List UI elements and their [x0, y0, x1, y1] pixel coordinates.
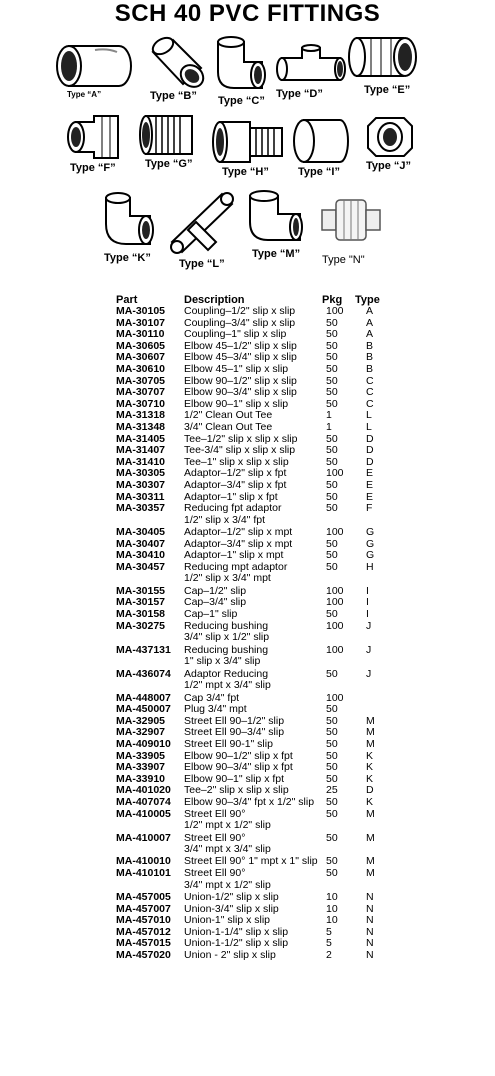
part-number: MA-437131	[116, 643, 171, 656]
description: Elbow 90–3/4" slip x slip	[184, 386, 297, 399]
part-number: MA-410101	[116, 867, 171, 880]
fitting-l-illustration	[164, 186, 242, 258]
fitting-type: M	[366, 855, 375, 868]
fitting-a-illustration	[55, 40, 135, 92]
table-row	[0, 480, 495, 492]
description: Street Ell 90°	[184, 831, 246, 844]
part-number: MA-410007	[116, 831, 171, 844]
type-c-label: Type “C”	[218, 95, 265, 107]
fitting-m-illustration	[246, 188, 306, 246]
type-m-label: Type “M”	[252, 248, 301, 260]
parts-table	[0, 306, 495, 962]
package-qty: 50	[326, 549, 338, 562]
package-qty: 100	[326, 596, 344, 609]
part-number: MA-410005	[116, 807, 171, 820]
package-qty: 100	[326, 584, 344, 597]
part-number: MA-31407	[116, 444, 166, 457]
part-number: MA-30157	[116, 596, 166, 609]
package-qty: 1	[326, 409, 332, 422]
part-number: MA-30107	[116, 316, 166, 329]
part-number: MA-33907	[116, 761, 166, 774]
fitting-type: F	[366, 502, 373, 515]
header-description: Description	[184, 294, 245, 306]
table-row	[0, 739, 495, 751]
fitting-d-illustration	[276, 44, 346, 86]
part-number: MA-457012	[116, 925, 171, 938]
package-qty: 25	[326, 784, 338, 797]
part-number: MA-448007	[116, 691, 171, 704]
package-qty: 50	[326, 328, 338, 341]
description: 1/2" slip x 3/4" fpt	[184, 513, 265, 526]
fitting-type: M	[366, 831, 375, 844]
package-qty: 50	[326, 772, 338, 785]
package-qty: 50	[326, 444, 338, 457]
table-row	[0, 306, 495, 318]
description: Tee–1" slip x slip x slip	[184, 455, 289, 468]
fitting-type: E	[366, 490, 374, 503]
table-row	[0, 892, 495, 904]
part-number: MA-457010	[116, 914, 171, 927]
fitting-b-illustration	[147, 34, 207, 90]
fitting-type: E	[366, 467, 374, 480]
description: Reducing bushing	[184, 643, 269, 656]
table-row	[0, 503, 495, 515]
package-qty: 50	[326, 831, 338, 844]
package-qty: 100	[326, 467, 344, 480]
description: Adaptor–1/2" slip x mpt	[184, 526, 293, 539]
package-qty: 50	[326, 316, 338, 329]
description: 3/4" Clean Out Tee	[184, 420, 273, 433]
fitting-type: K	[366, 761, 374, 774]
type-a-label: Type “A”	[67, 90, 102, 99]
description: Tee–1/2" slip x slip x slip	[184, 432, 298, 445]
description: Coupling–1" slip x slip	[184, 328, 287, 341]
fitting-n-illustration	[318, 192, 384, 248]
package-qty: 50	[326, 737, 338, 750]
fitting-type: B	[366, 351, 374, 364]
description: Adaptor Reducing	[184, 667, 269, 680]
table-row	[0, 445, 495, 457]
fitting-type: J	[366, 667, 372, 680]
fitting-i-illustration	[290, 114, 352, 168]
description: Union-1/2" slip x slip	[184, 891, 279, 904]
fitting-type: G	[366, 549, 375, 562]
fitting-type: M	[366, 867, 375, 880]
description: Elbow 45–3/4" slip x slip	[184, 351, 297, 364]
package-qty: 50	[326, 397, 338, 410]
table-row	[0, 586, 495, 598]
part-number: MA-32905	[116, 714, 166, 727]
part-number: MA-30410	[116, 549, 166, 562]
description: Elbow 90–1" slip x fpt	[184, 772, 285, 785]
description: Elbow 45–1" slip x slip	[184, 362, 289, 375]
description: 1" slip x 3/4" slip	[184, 655, 261, 668]
type-e-label: Type “E”	[364, 84, 411, 96]
fitting-type: A	[366, 316, 374, 329]
description: 1/2" mpt x 1/2" slip	[184, 819, 271, 832]
description: Elbow 90–3/4" fpt x 1/2" slip	[184, 795, 315, 808]
part-number: MA-30110	[116, 328, 165, 341]
fitting-type: I	[366, 608, 369, 621]
table-row	[0, 680, 495, 692]
description: Union-1" slip x slip	[184, 914, 271, 927]
package-qty: 5	[326, 937, 332, 950]
fitting-type: C	[366, 386, 374, 399]
package-qty: 10	[326, 914, 338, 927]
description: Street Ell 90° 1" mpt x 1" slip	[184, 855, 318, 868]
description: Adaptor–1" slip x fpt	[184, 490, 278, 503]
part-number: MA-30275	[116, 619, 166, 632]
description: Reducing fpt adaptor	[184, 502, 282, 515]
table-row	[0, 656, 495, 668]
fitting-type: E	[366, 478, 374, 491]
fitting-type: L	[366, 409, 372, 422]
type-l-label: Type “L”	[179, 258, 225, 270]
fitting-e-illustration	[347, 34, 419, 80]
table-row	[0, 820, 495, 832]
description: Street Ell 90°	[184, 867, 246, 880]
table-row	[0, 597, 495, 609]
table-row	[0, 527, 495, 539]
package-qty: 10	[326, 891, 338, 904]
part-number: MA-30707	[116, 386, 166, 399]
table-row	[0, 868, 495, 880]
package-qty: 50	[326, 478, 338, 491]
part-number: MA-457005	[116, 891, 171, 904]
part-number: MA-30457	[116, 560, 166, 573]
fitting-type: M	[366, 714, 375, 727]
package-qty: 50	[326, 432, 338, 445]
fitting-type: D	[366, 784, 374, 797]
description: Union-1-1/2" slip x slip	[184, 937, 289, 950]
description: Cap–3/4" slip	[184, 596, 247, 609]
fitting-type: M	[366, 726, 375, 739]
package-qty: 50	[326, 867, 338, 880]
package-qty: 100	[326, 619, 344, 632]
part-number: MA-409010	[116, 737, 171, 750]
part-number: MA-410010	[116, 855, 171, 868]
description: Elbow 90–1/2" slip x slip	[184, 374, 297, 387]
fitting-type: N	[366, 925, 374, 938]
part-number: MA-30610	[116, 362, 166, 375]
part-number: MA-407074	[116, 795, 171, 808]
page-title: SCH 40 PVC FITTINGS	[114, 0, 381, 27]
table-row	[0, 950, 495, 962]
package-qty: 50	[326, 855, 338, 868]
package-qty: 1	[326, 420, 332, 433]
fitting-type: K	[366, 795, 374, 808]
part-number: MA-457020	[116, 949, 171, 962]
type-n-label: Type "N"	[322, 254, 365, 266]
part-number: MA-30357	[116, 502, 166, 515]
fitting-type: J	[366, 619, 372, 632]
table-row	[0, 797, 495, 809]
type-h-label: Type “H”	[222, 166, 269, 178]
description: 1/2" mpt x 3/4" slip	[184, 679, 271, 692]
package-qty: 50	[326, 537, 338, 550]
package-qty: 50	[326, 374, 338, 387]
package-qty: 5	[326, 925, 332, 938]
description: Elbow 90–1" slip x slip	[184, 397, 289, 410]
description: Elbow 90–1/2" slip x fpt	[184, 749, 293, 762]
description: Cap–1/2" slip	[184, 584, 247, 597]
header-pkg: Pkg	[322, 294, 343, 306]
package-qty: 50	[326, 362, 338, 375]
fitting-type: I	[366, 596, 369, 609]
description: Union - 2" slip x slip	[184, 949, 276, 962]
fitting-type: D	[366, 455, 374, 468]
package-qty: 50	[326, 386, 338, 399]
package-qty: 50	[326, 608, 338, 621]
description: Coupling–1/2" slip x slip	[184, 305, 296, 317]
package-qty: 10	[326, 902, 338, 915]
fitting-k-illustration	[100, 186, 156, 250]
fitting-type: G	[366, 537, 375, 550]
fitting-type: J	[366, 643, 372, 656]
description: Adaptor–3/4" slip x mpt	[184, 537, 293, 550]
package-qty: 50	[326, 490, 338, 503]
fitting-type: K	[366, 749, 374, 762]
type-f-label: Type “F”	[70, 162, 116, 174]
fitting-type: H	[366, 560, 374, 573]
type-d-label: Type “D”	[276, 88, 323, 100]
fitting-type: D	[366, 432, 374, 445]
part-number: MA-30311	[116, 490, 165, 503]
table-row	[0, 387, 495, 399]
part-number: MA-457015	[116, 937, 171, 950]
package-qty: 100	[326, 526, 344, 539]
description: Adaptor–1" slip x mpt	[184, 549, 284, 562]
part-number: MA-450007	[116, 703, 171, 716]
table-row	[0, 609, 495, 621]
part-number: MA-30105	[116, 305, 166, 317]
description: 1/2" Clean Out Tee	[184, 409, 273, 422]
package-qty: 50	[326, 455, 338, 468]
part-number: MA-30705	[116, 374, 166, 387]
package-qty: 50	[326, 726, 338, 739]
fitting-f-illustration	[62, 112, 128, 162]
part-number: MA-30307	[116, 478, 166, 491]
description: Union-3/4" slip x slip	[184, 902, 279, 915]
fitting-g-illustration	[138, 112, 200, 158]
package-qty: 50	[326, 807, 338, 820]
description: Tee-3/4" slip x slip x slip	[184, 444, 296, 457]
fitting-type: C	[366, 374, 374, 387]
fitting-type: N	[366, 914, 374, 927]
part-number: MA-31318	[116, 409, 166, 422]
package-qty: 50	[326, 795, 338, 808]
part-number: MA-30710	[116, 397, 166, 410]
description: Cap 3/4" fpt	[184, 691, 240, 704]
package-qty: 100	[326, 643, 344, 656]
type-b-label: Type “B”	[150, 90, 197, 102]
table-row	[0, 693, 495, 705]
description: Street Ell 90-1" slip	[184, 737, 273, 750]
description: Street Ell 90°	[184, 807, 246, 820]
description: Elbow 45–1/2" slip x slip	[184, 339, 297, 352]
package-qty: 50	[326, 502, 338, 515]
fitting-type: G	[366, 526, 375, 539]
part-number: MA-31405	[116, 432, 166, 445]
description: Reducing bushing	[184, 619, 269, 632]
package-qty: 100	[326, 305, 344, 317]
description: Elbow 90–3/4" slip x fpt	[184, 761, 293, 774]
fitting-c-illustration	[214, 34, 268, 94]
package-qty: 50	[326, 749, 338, 762]
description: Street Ell 90–3/4" slip	[184, 726, 285, 739]
fitting-type: N	[366, 949, 374, 962]
header-part: Part	[116, 294, 138, 306]
package-qty: 50	[326, 339, 338, 352]
fitting-type: K	[366, 772, 374, 785]
description: 3/4" slip x 1/2" slip	[184, 631, 270, 644]
description: 1/2" slip x 3/4" mpt	[184, 572, 271, 585]
package-qty: 50	[326, 714, 338, 727]
table-row	[0, 762, 495, 774]
fitting-type: N	[366, 902, 374, 915]
part-number: MA-30155	[116, 584, 166, 597]
part-number: MA-33910	[116, 772, 166, 785]
package-qty: 100	[326, 691, 344, 704]
part-number: MA-30158	[116, 608, 166, 621]
fitting-type: N	[366, 891, 374, 904]
part-number: MA-436074	[116, 667, 171, 680]
package-qty: 50	[326, 351, 338, 364]
part-number: MA-33905	[116, 749, 166, 762]
fitting-type: A	[366, 305, 374, 317]
fitting-type: D	[366, 444, 374, 457]
part-number: MA-457007	[116, 902, 171, 915]
fitting-type: B	[366, 339, 374, 352]
fitting-type: B	[366, 362, 374, 375]
table-row	[0, 856, 495, 868]
fitting-type: L	[366, 420, 372, 433]
part-number: MA-31348	[116, 420, 166, 433]
description: Reducing mpt adaptor	[184, 560, 288, 573]
part-number: MA-30605	[116, 339, 166, 352]
part-number: MA-30405	[116, 526, 166, 539]
header-type: Type	[355, 294, 380, 306]
fitting-type: A	[366, 328, 374, 341]
description: Tee–2" slip x slip x slip	[184, 784, 289, 797]
fitting-type: C	[366, 397, 374, 410]
table-row	[0, 422, 495, 434]
description: Plug 3/4" mpt	[184, 703, 247, 716]
description: 3/4" mpt x 3/4" slip	[184, 843, 271, 856]
description: Coupling–3/4" slip x slip	[184, 316, 296, 329]
fitting-j-illustration	[364, 114, 416, 160]
part-number: MA-30607	[116, 351, 166, 364]
table-row	[0, 632, 495, 644]
description: Cap–1" slip	[184, 608, 238, 621]
description: Adaptor–3/4" slip x fpt	[184, 478, 287, 491]
description: Street Ell 90–1/2" slip	[184, 714, 285, 727]
part-number: MA-401020	[116, 784, 171, 797]
part-number: MA-32907	[116, 726, 166, 739]
fitting-type: I	[366, 584, 369, 597]
description: 3/4" mpt x 1/2" slip	[184, 878, 271, 891]
type-g-label: Type “G”	[145, 158, 193, 170]
part-number: MA-31410	[116, 455, 166, 468]
fitting-h-illustration	[210, 116, 290, 168]
package-qty: 50	[326, 761, 338, 774]
description: Union-1-1/4" slip x slip	[184, 925, 289, 938]
package-qty: 50	[326, 703, 338, 716]
table-row	[0, 364, 495, 376]
part-number: MA-30305	[116, 467, 166, 480]
type-i-label: Type “I”	[298, 166, 340, 178]
fitting-type: M	[366, 807, 375, 820]
table-row	[0, 573, 495, 585]
type-j-label: Type “J”	[366, 160, 412, 172]
package-qty: 2	[326, 949, 332, 962]
type-k-label: Type “K”	[104, 252, 151, 264]
description: Adaptor–1/2" slip x fpt	[184, 467, 287, 480]
package-qty: 50	[326, 667, 338, 680]
part-number: MA-30407	[116, 537, 166, 550]
fitting-type: N	[366, 937, 374, 950]
package-qty: 50	[326, 560, 338, 573]
fitting-type: M	[366, 737, 375, 750]
